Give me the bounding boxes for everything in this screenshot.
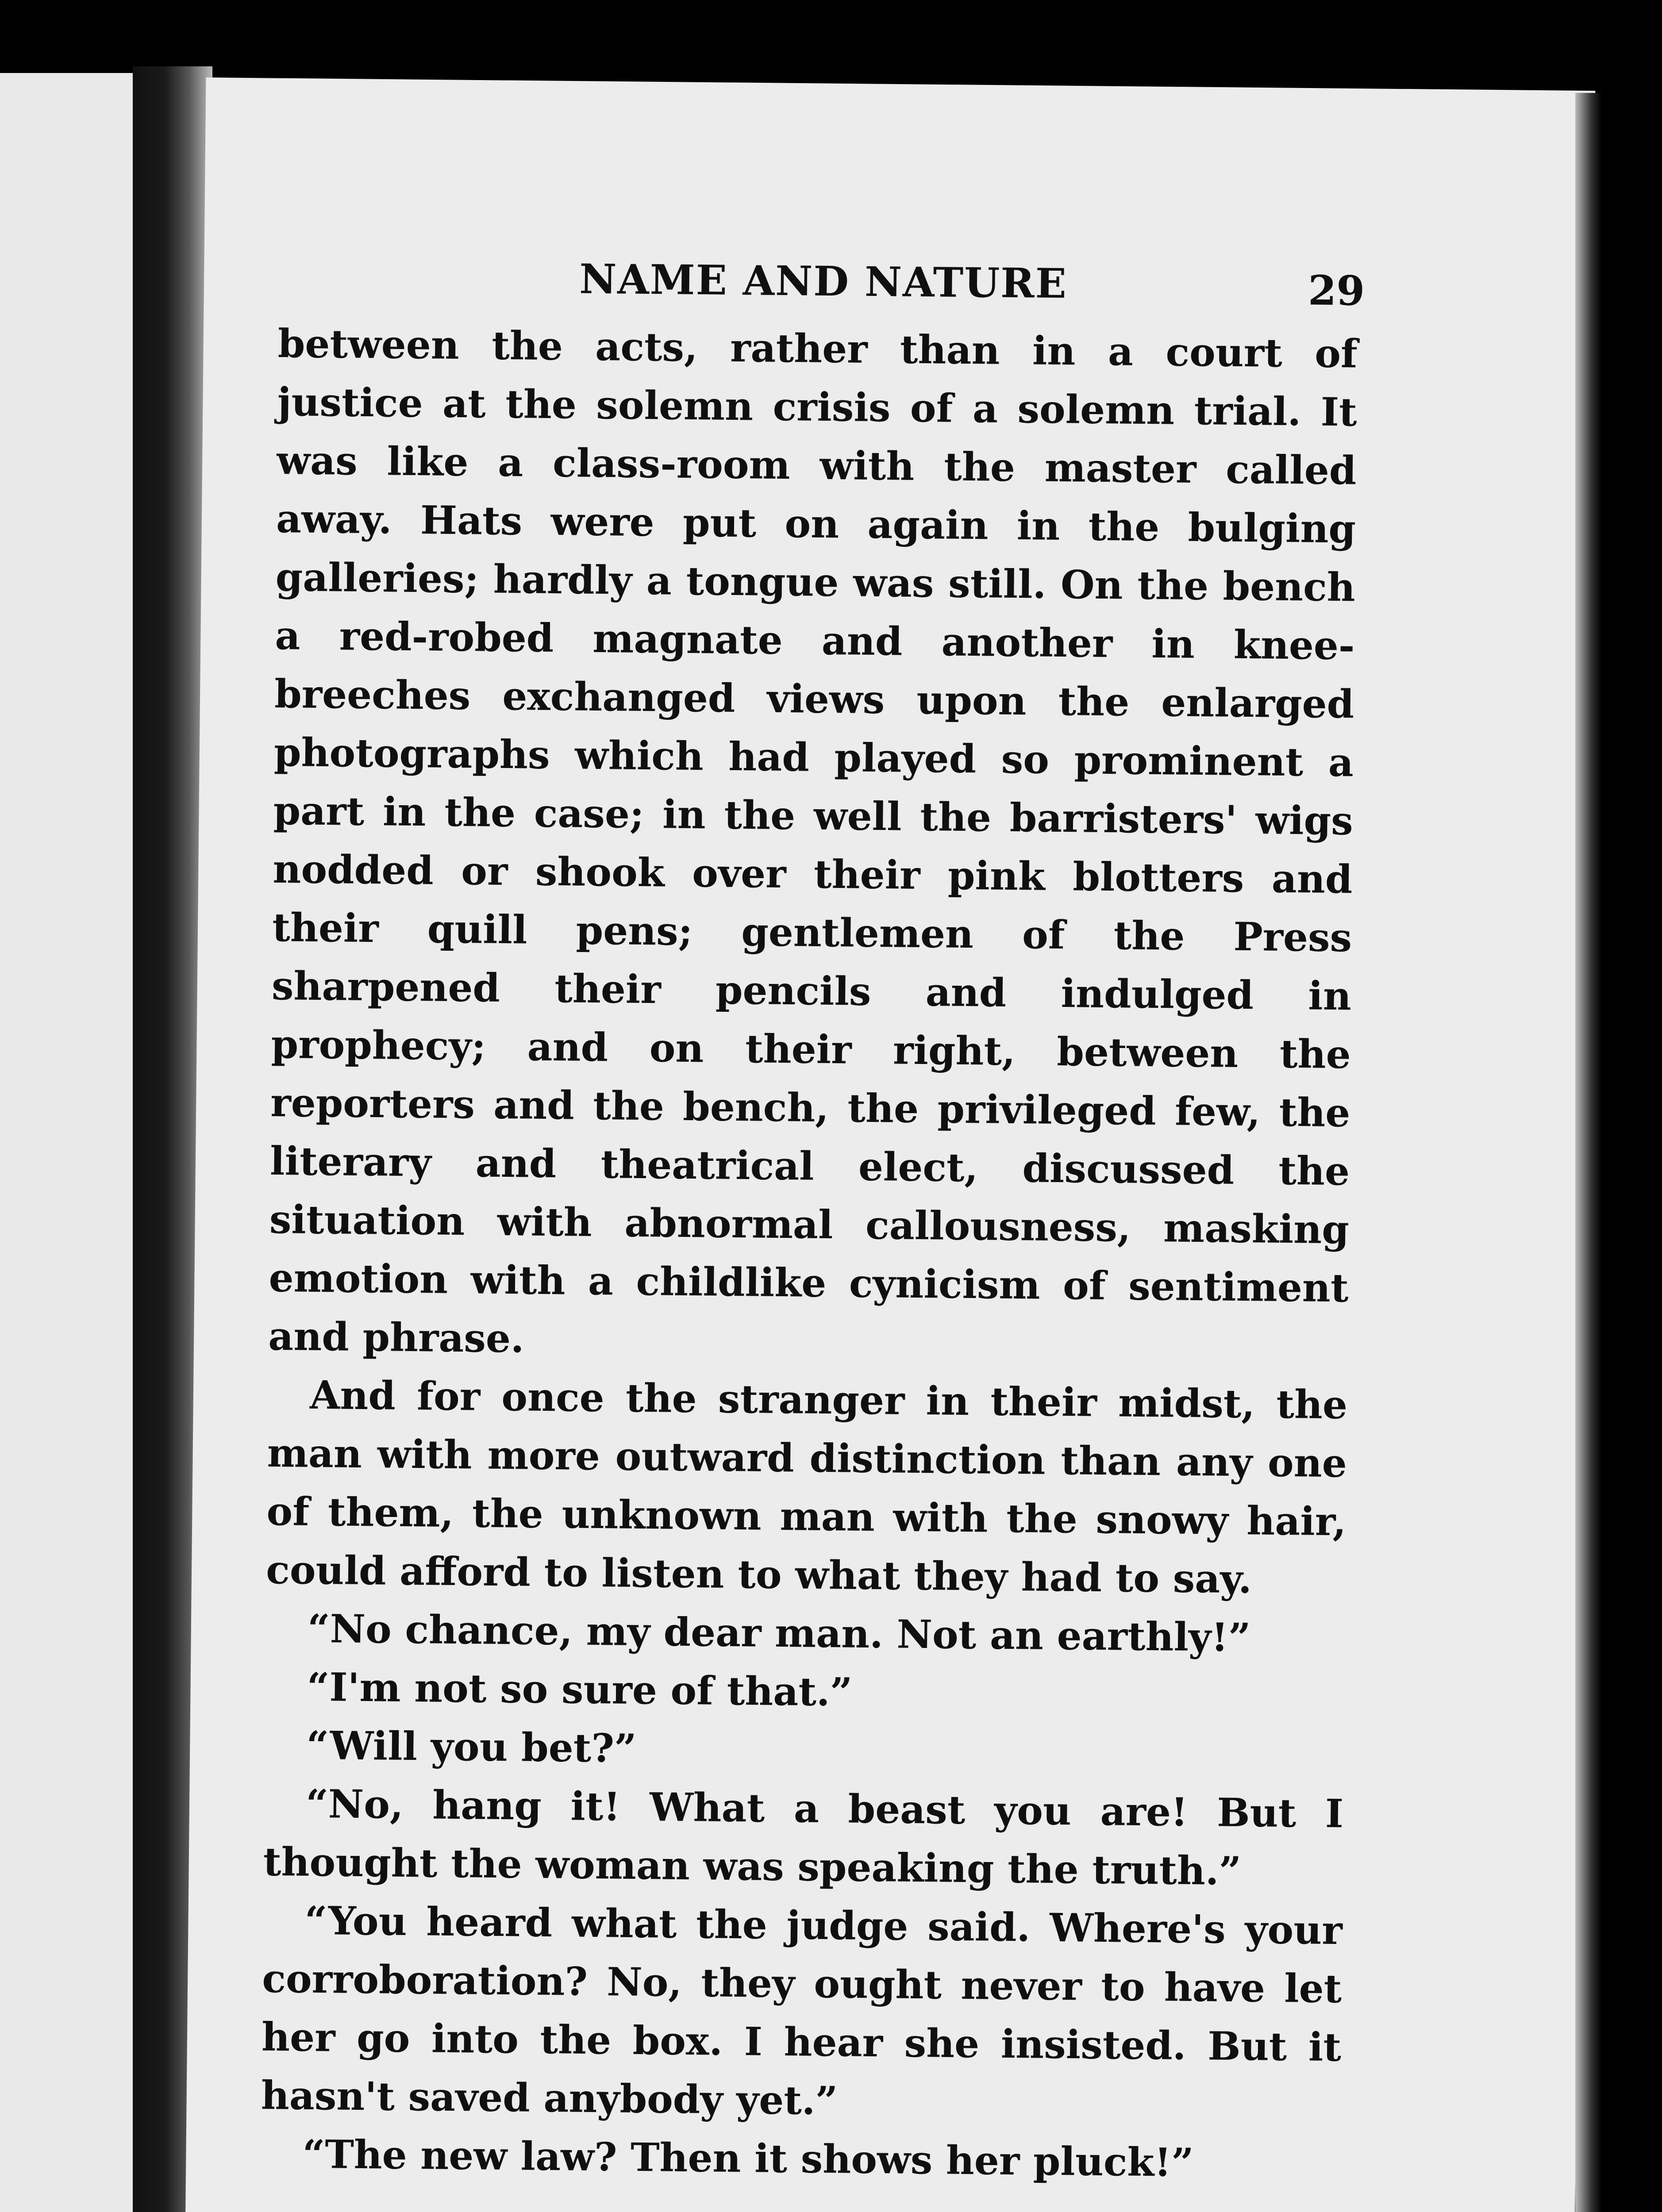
page-right-edge xyxy=(1575,93,1602,2212)
dialogue-line: “The new law? Then it shows her pluck!” xyxy=(302,2131,1194,2186)
dialogue-line: “I'm not so sure of that.” xyxy=(307,1663,853,1715)
paragraph: between the acts, rather than in a court of justice at the solemn crisis of a solemn trial. It was like a class-room with the master called away. Hats were put on again in the bulging galleries; hardly a tongue was still. On the bench a red-robed magnate and another in knee-breeches exchanged views upon the enlarged photographs which had played so prominent a part in the case; in the well the barristers' wigs nodded or shook over their pink blotters and their quill pens; gentlemen of the Press sharpened their pencils and indulged in prophecy; and on their right, between the reporters and the bench, the privileged few, the literary and theatrical elect, discussed the situation with abnormal callousness, masking emotion with a childlike cynicism of sentiment and phrase. xyxy=(268,320,1358,1362)
dialogue-line: “You heard what the judge said. Where's your corroboration? No, they ought never to have let her go into the box. I hear she insisted. But it hasn't saved anybody yet.” xyxy=(261,1897,1343,2124)
paragraph: And for once the stranger in their midst, the man with more outward distinction than any one of them, the unknown man with the snowy hair, could afford to listen to what they had to say. xyxy=(265,1371,1348,1602)
dialogue-line: “No chance, my dear man. Not an earthly!” xyxy=(307,1605,1251,1661)
page-number: 29 xyxy=(1308,266,1365,315)
page-content xyxy=(260,248,1365,2193)
body-text xyxy=(260,314,1358,2193)
dialogue-line: “No, hang it! What a beast you are! But I thought the woman was speaking the truth.” xyxy=(263,1780,1344,1894)
running-head: NAME AND NATURE xyxy=(579,255,1068,308)
dialogue-line: “Will you bet?” xyxy=(306,1722,637,1771)
facing-page-edge xyxy=(0,73,137,2212)
page-header xyxy=(278,248,1365,324)
